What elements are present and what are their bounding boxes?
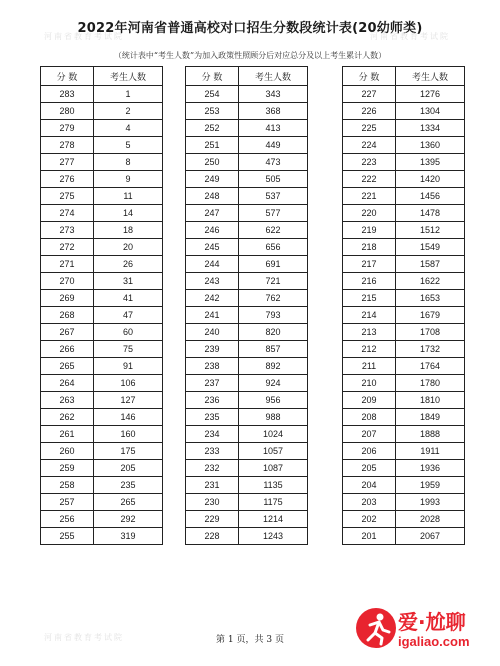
count-cell: 20	[94, 239, 163, 256]
count-cell: 1708	[396, 324, 465, 341]
score-cell: 252	[186, 120, 239, 137]
table-row	[186, 290, 308, 307]
table-row	[343, 511, 465, 528]
score-cell: 226	[343, 103, 396, 120]
table-row	[186, 511, 308, 528]
count-cell: 537	[239, 188, 308, 205]
score-cell: 268	[41, 307, 94, 324]
watermark: 河南省教育考试院	[370, 32, 450, 41]
watermark: 河南省教育考试院	[44, 32, 124, 41]
score-cell: 244	[186, 256, 239, 273]
table-row	[186, 477, 308, 494]
table-row	[186, 239, 308, 256]
table-row	[41, 120, 163, 137]
table-row	[186, 494, 308, 511]
table-row	[343, 426, 465, 443]
count-cell: 622	[239, 222, 308, 239]
count-cell: 14	[94, 205, 163, 222]
count-cell: 956	[239, 392, 308, 409]
table-row	[41, 409, 163, 426]
score-cell: 255	[41, 528, 94, 545]
score-cell: 247	[186, 205, 239, 222]
count-cell: 1810	[396, 392, 465, 409]
count-cell: 1679	[396, 307, 465, 324]
score-cell: 236	[186, 392, 239, 409]
table-row	[41, 256, 163, 273]
count-cell: 1304	[396, 103, 465, 120]
table-row	[343, 477, 465, 494]
table-row	[186, 443, 308, 460]
count-cell: 892	[239, 358, 308, 375]
score-cell: 234	[186, 426, 239, 443]
count-cell: 924	[239, 375, 308, 392]
table-row	[41, 511, 163, 528]
count-cell: 691	[239, 256, 308, 273]
count-cell: 1478	[396, 205, 465, 222]
count-cell: 1911	[396, 443, 465, 460]
score-cell: 203	[343, 494, 396, 511]
score-cell: 209	[343, 392, 396, 409]
count-cell: 292	[94, 511, 163, 528]
score-cell: 211	[343, 358, 396, 375]
table-row	[41, 171, 163, 188]
score-cell: 253	[186, 103, 239, 120]
count-cell: 75	[94, 341, 163, 358]
count-cell: 1024	[239, 426, 308, 443]
count-cell: 413	[239, 120, 308, 137]
score-cell: 249	[186, 171, 239, 188]
score-cell: 225	[343, 120, 396, 137]
count-cell: 1622	[396, 273, 465, 290]
score-table-3	[342, 66, 465, 545]
table-row	[186, 528, 308, 545]
count-cell: 41	[94, 290, 163, 307]
table-row	[186, 188, 308, 205]
score-cell: 237	[186, 375, 239, 392]
count-cell: 1549	[396, 239, 465, 256]
count-cell: 1214	[239, 511, 308, 528]
table-row	[343, 137, 465, 154]
score-cell: 242	[186, 290, 239, 307]
count-cell: 319	[94, 528, 163, 545]
count-cell: 8	[94, 154, 163, 171]
table-row	[41, 239, 163, 256]
count-cell: 473	[239, 154, 308, 171]
table-row	[186, 392, 308, 409]
page-title: 2022年河南省普通高校对口招生分数段统计表(20幼师类)	[77, 21, 423, 36]
count-cell: 5	[94, 137, 163, 154]
score-cell: 272	[41, 239, 94, 256]
count-cell: 2067	[396, 528, 465, 545]
score-cell: 218	[343, 239, 396, 256]
score-cell: 241	[186, 307, 239, 324]
score-cell: 230	[186, 494, 239, 511]
table-row	[41, 273, 163, 290]
table-row	[186, 426, 308, 443]
count-cell: 1959	[396, 477, 465, 494]
count-cell: 1849	[396, 409, 465, 426]
score-cell: 250	[186, 154, 239, 171]
score-cell: 264	[41, 375, 94, 392]
score-cell: 274	[41, 205, 94, 222]
score-cell: 201	[343, 528, 396, 545]
score-cell: 239	[186, 341, 239, 358]
table-row	[41, 154, 163, 171]
score-cell: 217	[343, 256, 396, 273]
score-cell: 261	[41, 426, 94, 443]
count-cell: 793	[239, 307, 308, 324]
table-row	[186, 375, 308, 392]
score-cell: 273	[41, 222, 94, 239]
score-table-1	[40, 66, 163, 545]
table-row	[343, 392, 465, 409]
score-cell: 246	[186, 222, 239, 239]
score-cell: 202	[343, 511, 396, 528]
score-cell: 251	[186, 137, 239, 154]
logo-text: 爱·尬聊	[398, 610, 466, 634]
table-row	[41, 443, 163, 460]
count-cell: 1	[94, 86, 163, 103]
table-row	[186, 409, 308, 426]
score-cell: 208	[343, 409, 396, 426]
count-cell: 1135	[239, 477, 308, 494]
table-row	[41, 86, 163, 103]
header-count: 考生人数	[396, 67, 465, 86]
table-row	[41, 375, 163, 392]
table-row	[186, 103, 308, 120]
count-cell: 1780	[396, 375, 465, 392]
count-cell: 26	[94, 256, 163, 273]
table-row	[41, 307, 163, 324]
count-cell: 9	[94, 171, 163, 188]
table-row	[343, 324, 465, 341]
score-cell: 283	[41, 86, 94, 103]
table-row	[41, 324, 163, 341]
score-cell: 224	[343, 137, 396, 154]
score-cell: 228	[186, 528, 239, 545]
table-note: （统计表中“考生人数”为加入政策性照顾分后对应总分及以上考生累计人数）	[113, 51, 387, 60]
count-cell: 18	[94, 222, 163, 239]
score-cell: 227	[343, 86, 396, 103]
table-row	[41, 426, 163, 443]
table-row	[186, 324, 308, 341]
table-row	[186, 137, 308, 154]
count-cell: 1057	[239, 443, 308, 460]
table-row	[186, 171, 308, 188]
table-row	[343, 341, 465, 358]
count-cell: 1175	[239, 494, 308, 511]
count-cell: 205	[94, 460, 163, 477]
score-cell: 267	[41, 324, 94, 341]
table-row	[343, 273, 465, 290]
table-row	[343, 375, 465, 392]
table-row	[186, 273, 308, 290]
count-cell: 2028	[396, 511, 465, 528]
count-cell: 1087	[239, 460, 308, 477]
count-cell: 577	[239, 205, 308, 222]
table-row	[186, 86, 308, 103]
count-cell: 11	[94, 188, 163, 205]
count-cell: 343	[239, 86, 308, 103]
table-row	[41, 477, 163, 494]
table-row	[41, 103, 163, 120]
table-row	[186, 256, 308, 273]
count-cell: 656	[239, 239, 308, 256]
count-cell: 31	[94, 273, 163, 290]
score-cell: 204	[343, 477, 396, 494]
count-cell: 505	[239, 171, 308, 188]
score-cell: 278	[41, 137, 94, 154]
table-row	[41, 460, 163, 477]
count-cell: 1395	[396, 154, 465, 171]
score-cell: 223	[343, 154, 396, 171]
count-cell: 1936	[396, 460, 465, 477]
score-cell: 213	[343, 324, 396, 341]
count-cell: 265	[94, 494, 163, 511]
table-row	[343, 494, 465, 511]
table-row	[343, 460, 465, 477]
watermark: 河南省教育考试院	[44, 633, 124, 642]
table-row	[41, 358, 163, 375]
score-cell: 206	[343, 443, 396, 460]
score-cell: 212	[343, 341, 396, 358]
score-cell: 205	[343, 460, 396, 477]
count-cell: 988	[239, 409, 308, 426]
table-row	[343, 528, 465, 545]
score-cell: 276	[41, 171, 94, 188]
table-row	[41, 205, 163, 222]
score-cell: 210	[343, 375, 396, 392]
table-row	[41, 528, 163, 545]
score-cell: 238	[186, 358, 239, 375]
table-row	[343, 307, 465, 324]
count-cell: 1334	[396, 120, 465, 137]
count-cell: 1732	[396, 341, 465, 358]
score-cell: 257	[41, 494, 94, 511]
score-cell: 214	[343, 307, 396, 324]
header-count: 考生人数	[94, 67, 163, 86]
score-cell: 259	[41, 460, 94, 477]
table-row	[343, 290, 465, 307]
count-cell: 1456	[396, 188, 465, 205]
count-cell: 47	[94, 307, 163, 324]
score-cell: 240	[186, 324, 239, 341]
count-cell: 235	[94, 477, 163, 494]
table-row	[343, 154, 465, 171]
score-cell: 265	[41, 358, 94, 375]
table-row	[186, 460, 308, 477]
score-cell: 231	[186, 477, 239, 494]
count-cell: 820	[239, 324, 308, 341]
score-cell: 263	[41, 392, 94, 409]
score-cell: 248	[186, 188, 239, 205]
score-cell: 270	[41, 273, 94, 290]
score-cell: 256	[41, 511, 94, 528]
count-cell: 1276	[396, 86, 465, 103]
score-cell: 243	[186, 273, 239, 290]
count-cell: 2	[94, 103, 163, 120]
table-row	[186, 154, 308, 171]
score-cell: 219	[343, 222, 396, 239]
score-cell: 220	[343, 205, 396, 222]
table-row	[343, 103, 465, 120]
score-cell: 245	[186, 239, 239, 256]
table-row	[343, 188, 465, 205]
score-cell: 262	[41, 409, 94, 426]
table-row	[343, 120, 465, 137]
table-row	[41, 341, 163, 358]
table-row	[186, 120, 308, 137]
count-cell: 160	[94, 426, 163, 443]
table-row	[343, 358, 465, 375]
count-cell: 762	[239, 290, 308, 307]
table-row	[186, 341, 308, 358]
count-cell: 1764	[396, 358, 465, 375]
site-logo[interactable]	[356, 606, 496, 662]
page-footer: 第 1 页，共 3 页	[216, 635, 284, 645]
logo-url: igaliao.com	[398, 634, 470, 649]
count-cell: 1360	[396, 137, 465, 154]
score-cell: 279	[41, 120, 94, 137]
header-count: 考生人数	[239, 67, 308, 86]
score-cell: 222	[343, 171, 396, 188]
table-row	[343, 239, 465, 256]
table-row	[186, 222, 308, 239]
score-cell: 254	[186, 86, 239, 103]
count-cell: 127	[94, 392, 163, 409]
score-cell: 235	[186, 409, 239, 426]
table-row	[343, 205, 465, 222]
table-row	[343, 222, 465, 239]
score-cell: 269	[41, 290, 94, 307]
score-cell: 233	[186, 443, 239, 460]
score-cell: 216	[343, 273, 396, 290]
count-cell: 368	[239, 103, 308, 120]
table-row	[41, 188, 163, 205]
score-cell: 221	[343, 188, 396, 205]
count-cell: 1512	[396, 222, 465, 239]
score-cell: 215	[343, 290, 396, 307]
score-cell: 207	[343, 426, 396, 443]
table-row	[343, 86, 465, 103]
score-cell: 275	[41, 188, 94, 205]
score-cell: 258	[41, 477, 94, 494]
count-cell: 449	[239, 137, 308, 154]
score-cell: 232	[186, 460, 239, 477]
header-score: 分 数	[343, 67, 396, 86]
table-row	[41, 290, 163, 307]
count-cell: 1653	[396, 290, 465, 307]
count-cell: 1888	[396, 426, 465, 443]
count-cell: 1243	[239, 528, 308, 545]
count-cell: 146	[94, 409, 163, 426]
table-row	[41, 494, 163, 511]
count-cell: 721	[239, 273, 308, 290]
count-cell: 175	[94, 443, 163, 460]
count-cell: 4	[94, 120, 163, 137]
table-row	[41, 137, 163, 154]
table-row	[186, 307, 308, 324]
table-row	[186, 205, 308, 222]
running-figure-icon	[356, 608, 396, 648]
score-cell: 266	[41, 341, 94, 358]
table-row	[186, 358, 308, 375]
header-score: 分 数	[41, 67, 94, 86]
count-cell: 1420	[396, 171, 465, 188]
count-cell: 91	[94, 358, 163, 375]
score-cell: 271	[41, 256, 94, 273]
table-row	[41, 392, 163, 409]
score-cell: 277	[41, 154, 94, 171]
count-cell: 1993	[396, 494, 465, 511]
score-cell: 280	[41, 103, 94, 120]
count-cell: 857	[239, 341, 308, 358]
table-row	[343, 256, 465, 273]
count-cell: 106	[94, 375, 163, 392]
table-row	[41, 222, 163, 239]
table-row	[343, 443, 465, 460]
table-row	[343, 171, 465, 188]
score-cell: 229	[186, 511, 239, 528]
score-cell: 260	[41, 443, 94, 460]
count-cell: 60	[94, 324, 163, 341]
score-table-2	[185, 66, 308, 545]
table-row	[343, 409, 465, 426]
count-cell: 1587	[396, 256, 465, 273]
header-score: 分 数	[186, 67, 239, 86]
